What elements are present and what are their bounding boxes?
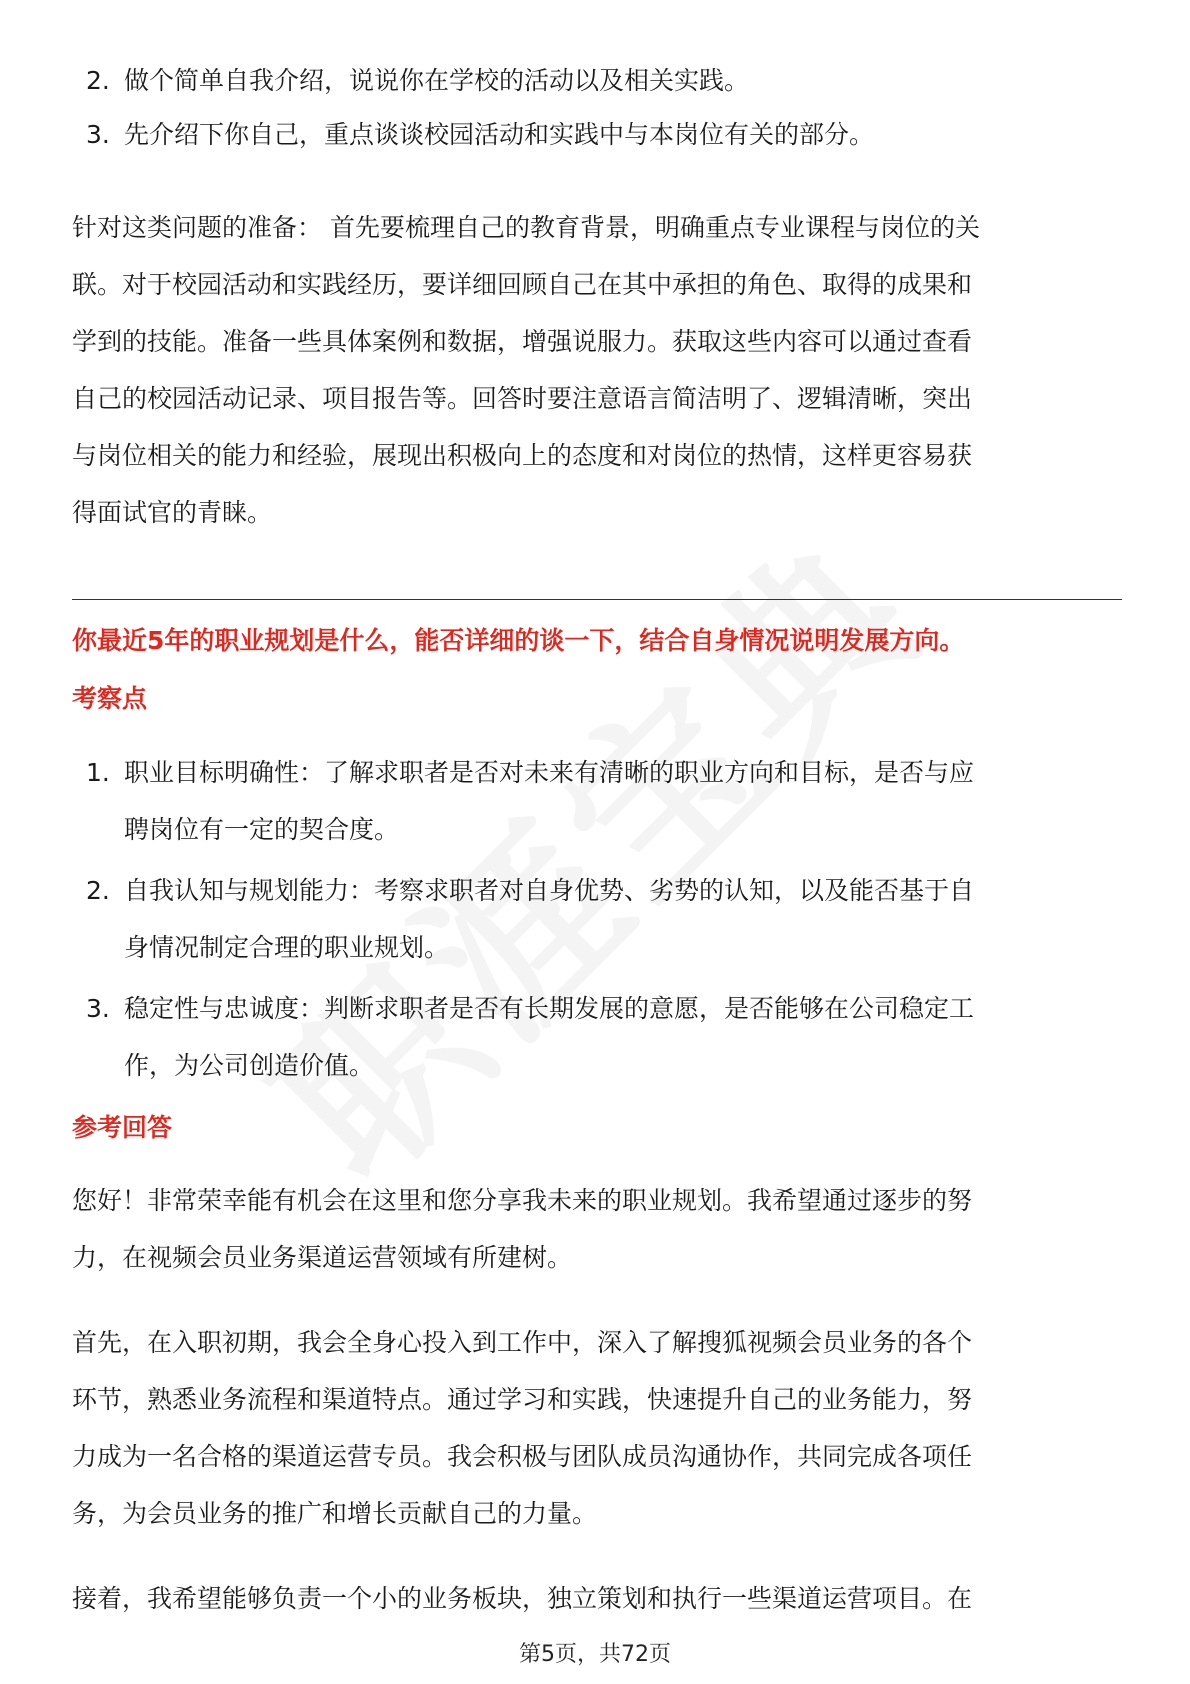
list-text-line: 作，为公司创造价值。 (124, 1051, 375, 1080)
list-number: 3. (86, 994, 110, 1023)
list-item (0, 980, 1190, 1098)
list-text: 先介绍下你自己，重点谈谈校园活动和实践中与本岗位有关的部分。 (124, 120, 875, 149)
paragraph-line: 得面试官的青睐。 (72, 498, 273, 527)
list-text (124, 744, 1114, 858)
list-number: 1. (86, 758, 110, 787)
paragraph-line: 自己的校园活动记录、项目报告等。回答时要注意语言简洁明了、逻辑清晰，突出 (72, 384, 973, 413)
paragraph-line: 联。对于校园活动和实践经历，要详细回顾自己在其中承担的角色、取得的成果和 (72, 270, 973, 299)
list-number: 2. (86, 876, 110, 905)
list-text-line: 稳定性与忠诚度：判断求职者是否有长期发展的意愿，是否能够在公司稳定工 (124, 994, 975, 1023)
list-text: 做个简单自我介绍，说说你在学校的活动以及相关实践。 (124, 66, 750, 95)
intro-question-list (0, 52, 1190, 160)
paragraph-line: 与岗位相关的能力和经验，展现出积极向上的态度和对岗位的热情，这样更容易获 (72, 441, 973, 470)
list-item (0, 106, 1190, 160)
page-footer: 第5页，共72页 (519, 1642, 671, 1667)
points-heading: 考察点 (72, 684, 148, 713)
evaluation-points-list (0, 744, 1190, 1098)
paragraph-line: 学到的技能。准备一些具体案例和数据，增强说服力。获取这些内容可以通过查看 (72, 327, 973, 356)
list-text (124, 980, 1114, 1094)
paragraph-line: 针对这类问题的准备： 首先要梳理自己的教育背景，明确重点专业课程与岗位的关 (72, 213, 980, 242)
answer-heading: 参考回答 (72, 1113, 173, 1142)
answer-paragraph-2 (72, 1314, 1122, 1542)
list-item (0, 862, 1190, 980)
preparation-paragraph (72, 199, 1122, 541)
answer-paragraph-1 (72, 1172, 1122, 1286)
list-text-line: 聘岗位有一定的契合度。 (124, 815, 400, 844)
question-heading: 你最近5年的职业规划是什么，能否详细的谈一下，结合自身情况说明发展方向。 (72, 626, 965, 655)
paragraph-line: 务，为会员业务的推广和增长贡献自己的力量。 (72, 1499, 598, 1528)
list-text-line: 职业目标明确性：了解求职者是否对未来有清晰的职业方向和目标，是否与应 (124, 758, 975, 787)
list-number: 2. (86, 66, 110, 95)
answer-paragraph-3 (72, 1570, 1122, 1627)
list-text-line: 身情况制定合理的职业规划。 (124, 933, 450, 962)
paragraph-line: 您好！非常荣幸能有机会在这里和您分享我未来的职业规划。我希望通过逐步的努 (72, 1186, 973, 1215)
paragraph-line: 力成为一名合格的渠道运营专员。我会积极与团队成员沟通协作，共同完成各项任 (72, 1442, 973, 1471)
list-text-line: 自我认知与规划能力：考察求职者对自身优势、劣势的认知，以及能否基于自 (124, 876, 975, 905)
list-text (124, 862, 1114, 976)
list-item (0, 52, 1190, 106)
list-number: 3. (86, 120, 110, 149)
paragraph-line: 首先，在入职初期，我会全身心投入到工作中，深入了解搜狐视频会员业务的各个 (72, 1328, 973, 1357)
section-divider (72, 599, 1122, 600)
list-item (0, 744, 1190, 862)
paragraph-line: 环节，熟悉业务流程和渠道特点。通过学习和实践，快速提升自己的业务能力，努 (72, 1385, 973, 1414)
paragraph-line: 接着，我希望能够负责一个小的业务板块，独立策划和执行一些渠道运营项目。在 (72, 1584, 973, 1613)
paragraph-line: 力，在视频会员业务渠道运营领域有所建树。 (72, 1243, 573, 1272)
